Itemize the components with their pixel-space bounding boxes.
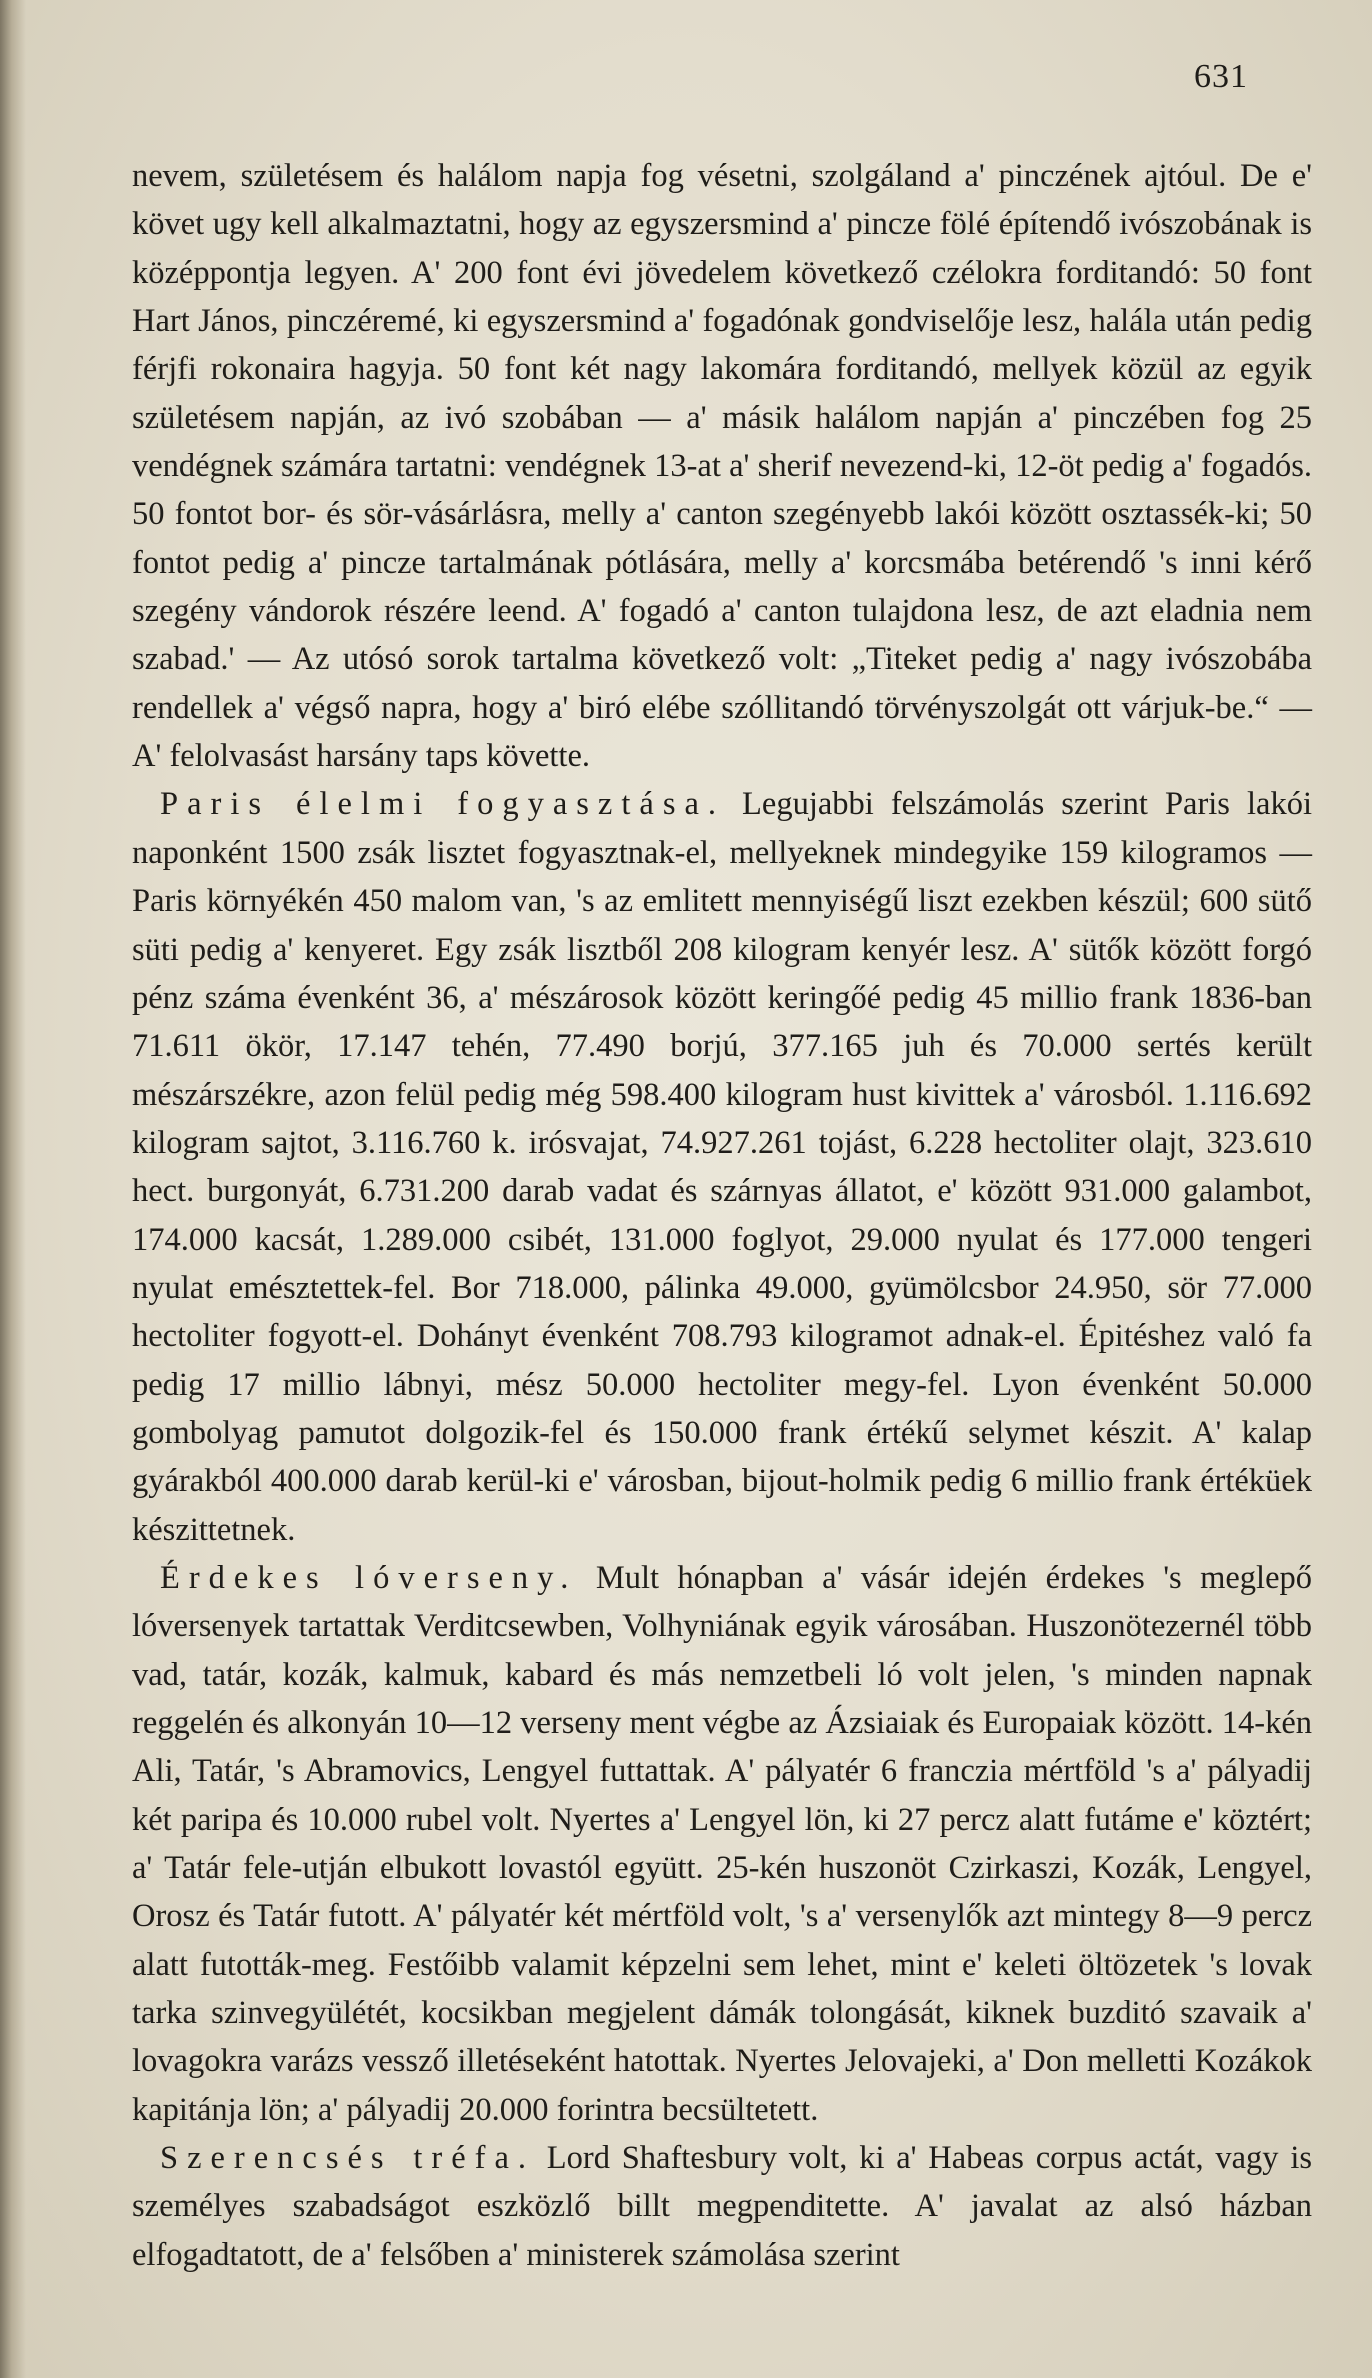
section-heading: Paris élelmi fogyasztása. bbox=[160, 786, 726, 823]
paragraph-text: nevem, születésem és halálom napja fog vésetni, szolgáland a' pinczének ajtóul. De e' követ ugy kell alkalmaztatni, hogy az egyszersmind a' pincze fölé építendő ivószobának is középpontja legyen. A' 200 font évi jövedelem következő czélokra forditandó: 50 font Hart János, pinczéremé, ki egyszersmind a' fogadónak gondviselője lesz, halála után pedig férjfi rokonaira hagyja. 50 font két nagy lakomára forditandó, mellyek közül az egyik születésem napján, az ivó szobában — a' másik halálom napján a' pinczében fog 25 vendégnek számára tartatni: vendégnek 13-at a' sherif nevezend-ki, 12-öt pedig a' fogadós. 50 fontot bor- és sör-vásárlásra, melly a' canton szegényebb lakói között osztassék-ki; 50 fontot pedig a' pincze tartalmának pótlására, melly a' korcsmába betérendő 's inni kérő szegény vándorok részére leend. A' fogadó a' canton tulajdona lesz, de azt eladnia nem szabad.' — Az utósó sorok tartalma következő volt: „Titeket pedig a' nagy ivószobába rendellek a' végső napra, hogy a' biró elébe szóllitandó törvényszolgát ott várjuk-be.“ — A' felolvasást harsány taps követte. bbox=[132, 158, 1312, 775]
body-text bbox=[132, 152, 1312, 2279]
paragraph-paris bbox=[132, 780, 1312, 1554]
section-heading: Szerencsés tréfa. bbox=[160, 2140, 535, 2177]
paragraph-text: Lord Shaftesbury volt, ki a' Habeas corpus actát, vagy is személyes szabadságot eszközlő billt megpenditette. A' javalat az alsó házban elfogadtatott, de a' felsőben a' ministerek számolása szerint bbox=[132, 2140, 1312, 2273]
page-number: 631 bbox=[1194, 58, 1248, 95]
paragraph-text: Mult hónapban a' vásár idején érdekes 's meglepő lóversenyek tartattak Verditcsewben, Volhyniának egyik városában. Huszonötezernél több vad, tatár, kozák, kalmuk, kabard és más nemzetbeli ló volt jelen, 's minden napnak reggelén és alkonyán 10—12 verseny ment végbe az Ázsiaiak és Europaiak között. 14-kén Ali, Tatár, 's Abramovics, Lengyel futtattak. A' pályatér 6 franczia mértföld 's a' pályadij két paripa és 10.000 rubel volt. Nyertes a' Lengyel lön, ki 27 percz alatt futáme e' köztért; a' Tatár fele-utján elbukott lovastól együtt. 25-kén huszonöt Czirkaszi, Kozák, Lengyel, Orosz és Tatár futott. A' pályatér két mértföld volt, 's a' versenylők azt mintegy 8—9 percz alatt futották-meg. Festőibb valamit képzelni sem lehet, mint e' keleti öltözetek 's lovak tarka szinvegyülétét, kocsikban megjelent dámák tolongását, kiknek buzditó szavaik a' lovagokra varázs vessző illetéseként hatottak. Nyertes Jelovajeki, a' Don melletti Kozákok kapitánja lön; a' pályadij 20.000 forintra becsültetett. bbox=[132, 1559, 1312, 2128]
binding-shadow bbox=[0, 0, 26, 2378]
paragraph-text: Legujabbi felszámolás szerint Paris lakói naponként 1500 zsák lisztet fogyasztnak-el, mellyeknek mindegyike 159 kilogramos — Paris környékén 450 malom van, 's az emlitett mennyiségű liszt ezekben készül; 600 sütő süti pedig a' kenyeret. Egy zsák lisztből 208 kilogram kenyér lesz. A' sütők között forgó pénz száma évenként 36, a' mészárosok között keringőé pedig 45 millio frank 1836-ban 71.611 ökör, 17.147 tehén, 77.490 borjú, 377.165 juh és 70.000 sertés került mészárszékre, azon felül pedig még 598.400 kilogram hust kivittek a' városból. 1.116.692 kilogram sajtot, 3.116.760 k. irósvajat, 74.927.261 tojást, 6.228 hectoliter olajt, 323.610 hect. burgonyát, 6.731.200 darab vadat és szárnyas állatot, e' között 931.000 galambot, 174.000 kacsát, 1.289.000 csibét, 131.000 foglyot, 29.000 nyulat és 177.000 tengeri nyulat emésztettek-fel. Bor 718.000, pálinka 49.000, gyümölcsbor 24.950, sör 77.000 hectoliter fogyott-el. Dohányt évenként 708.793 kilogramot adnak-el. Épitéshez való fa pedig 17 millio lábnyi, mész 50.000 hectoliter megy-fel. Lyon évenként 50.000 gombolyag pamutot dolgozik-fel és 150.000 frank értékű selymet készit. A' kalap gyárakból 400.000 darab kerül-ki e' városban, bijout-holmik pedig 6 millio frank értéküek készittetnek. bbox=[132, 786, 1312, 1548]
paragraph-horse-race bbox=[132, 1554, 1312, 2134]
section-heading: Érdekes lóverseny. bbox=[160, 1559, 578, 1596]
paragraph-lucky-joke bbox=[132, 2134, 1312, 2279]
paragraph-will bbox=[132, 152, 1312, 780]
